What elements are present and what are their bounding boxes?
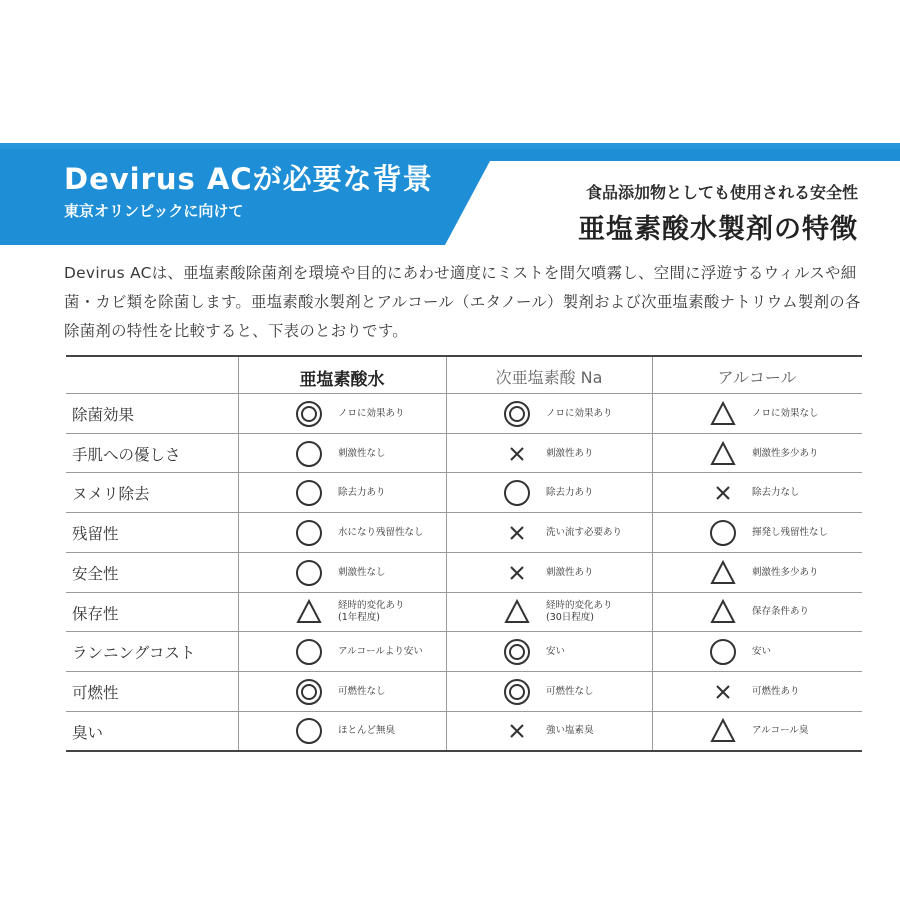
table-row-divider: [66, 472, 862, 473]
circle-icon: [294, 637, 324, 667]
cell-note: 保存条件あり: [752, 606, 810, 618]
cell-note: アルコール臭: [752, 725, 809, 737]
cross-icon: [708, 478, 738, 508]
table-cell: [502, 516, 648, 550]
table-cell: [708, 596, 858, 630]
table-cell: [502, 635, 648, 669]
cell-note: 洗い流す必要あり: [546, 526, 623, 538]
table-cell: [708, 516, 858, 550]
cell-note: ノロに効果なし: [752, 407, 819, 419]
table-column-divider: [446, 357, 447, 750]
triangle-icon: [708, 439, 738, 469]
table-cell: [502, 556, 648, 590]
cell-note: 刺激性なし: [338, 447, 386, 459]
triangle-icon: [708, 597, 738, 627]
cross-icon: [502, 439, 532, 469]
table-row-divider: [66, 671, 862, 672]
cell-note: 可燃性あり: [752, 685, 800, 697]
table-cell: [502, 437, 648, 471]
cell-note: 除去力なし: [752, 487, 800, 499]
row-label: 臭い: [72, 723, 104, 742]
cell-note: ノロに効果あり: [546, 407, 613, 419]
table-row-divider: [66, 631, 862, 632]
cell-note: 経時的変化あり (1年程度): [338, 600, 405, 624]
table-cell: [708, 675, 858, 709]
cell-note: 刺激性あり: [546, 447, 594, 459]
cell-note: 刺激性なし: [338, 566, 386, 578]
table-row-divider: [66, 393, 862, 394]
circle-icon: [502, 478, 532, 508]
table-cell: [502, 476, 648, 510]
triangle-icon: [708, 558, 738, 588]
feature-title: 亜塩素酸水製剤の特徴: [578, 214, 858, 245]
cell-note: 強い塩素臭: [546, 725, 594, 737]
banner-subtitle: 東京オリンピックに向けて: [64, 202, 244, 220]
table-row-divider: [66, 512, 862, 513]
table-cell: [708, 437, 858, 471]
table-cell: [294, 397, 442, 431]
cell-note: ノロに効果あり: [338, 407, 405, 419]
cross-icon: [502, 716, 532, 746]
cell-note: 揮発し残留性なし: [752, 526, 829, 538]
cross-icon: [502, 518, 532, 548]
double-circle-icon: [294, 677, 324, 707]
cell-note: 可燃性なし: [338, 685, 386, 697]
cell-note: 可燃性なし: [546, 685, 594, 697]
table-bottom-rule: [66, 750, 862, 752]
column-header: アルコール: [717, 368, 797, 387]
column-header: 亜塩素酸水: [299, 370, 385, 390]
table-top-rule: [66, 355, 862, 357]
triangle-icon: [294, 597, 324, 627]
triangle-icon: [502, 597, 532, 627]
table-row-divider: [66, 552, 862, 553]
row-label: 安全性: [72, 564, 119, 583]
double-circle-icon: [502, 677, 532, 707]
table-cell: [294, 596, 442, 630]
table-cell: [294, 675, 442, 709]
cell-note: 除去力あり: [546, 487, 594, 499]
circle-icon: [294, 478, 324, 508]
table-cell: [708, 556, 858, 590]
circle-icon: [294, 558, 324, 588]
circle-icon: [708, 518, 738, 548]
cell-note: 水になり残留性なし: [338, 526, 424, 538]
cell-note: 経時的変化あり (30日程度): [546, 600, 613, 624]
table-cell: [708, 635, 858, 669]
table-row-divider: [66, 592, 862, 593]
row-label: 残留性: [72, 525, 119, 544]
table-cell: [294, 476, 442, 510]
triangle-icon: [708, 716, 738, 746]
cell-note: 安い: [752, 646, 772, 658]
cell-note: 刺激性多少あり: [752, 447, 819, 459]
table-cell: [294, 556, 442, 590]
table-cell: [708, 476, 858, 510]
circle-icon: [294, 518, 324, 548]
table-cell: [502, 715, 648, 749]
cross-icon: [502, 558, 532, 588]
column-header: 次亜塩素酸 Na: [495, 368, 603, 387]
cross-icon: [708, 677, 738, 707]
cell-note: ほとんど無臭: [338, 725, 396, 737]
table-cell: [294, 635, 442, 669]
table-cell: [294, 516, 442, 550]
triangle-icon: [708, 399, 738, 429]
table-cell: [502, 596, 648, 630]
circle-icon: [294, 439, 324, 469]
cell-note: 除去力あり: [338, 487, 386, 499]
row-label: 可燃性: [72, 683, 119, 702]
double-circle-icon: [502, 399, 532, 429]
table-row-divider: [66, 433, 862, 434]
table-column-divider: [652, 357, 653, 750]
table-column-divider: [238, 357, 239, 750]
intro-paragraph: Devirus ACは、亜塩素酸除菌剤を環境や目的にあわせ適度にミストを間欠噴霧し、空間に浮遊するウィルスや細菌・カビ類を除菌します。亜塩素酸水製剤とアルコール（エタノール）製剤および次亜塩素酸ナトリウム製剤の各除菌剤の特性を比較すると、下表のとおりです。: [64, 264, 861, 340]
row-label: 手肌への優しさ: [72, 445, 181, 464]
table-cell: [708, 715, 858, 749]
banner-title: Devirus ACが必要な背景: [64, 162, 433, 196]
row-label: 除菌効果: [72, 406, 135, 424]
row-label: 保存性: [72, 604, 119, 623]
circle-icon: [294, 716, 324, 746]
table-cell: [294, 715, 442, 749]
row-label: ヌメリ除去: [72, 485, 150, 504]
cell-note: アルコールより安い: [338, 646, 423, 658]
cell-note: 刺激性多少あり: [752, 566, 819, 578]
double-circle-icon: [294, 399, 324, 429]
cell-note: 刺激性あり: [546, 566, 594, 578]
circle-icon: [708, 637, 738, 667]
cell-note: 安い: [546, 646, 566, 658]
row-label: ランニングコスト: [72, 644, 196, 663]
table-cell: [502, 397, 648, 431]
table-cell: [294, 437, 442, 471]
feature-subtitle: 食品添加物としても使用される安全性: [585, 183, 858, 202]
double-circle-icon: [502, 637, 532, 667]
table-cell: [708, 397, 858, 431]
table-cell: [502, 675, 648, 709]
table-row-divider: [66, 711, 862, 712]
